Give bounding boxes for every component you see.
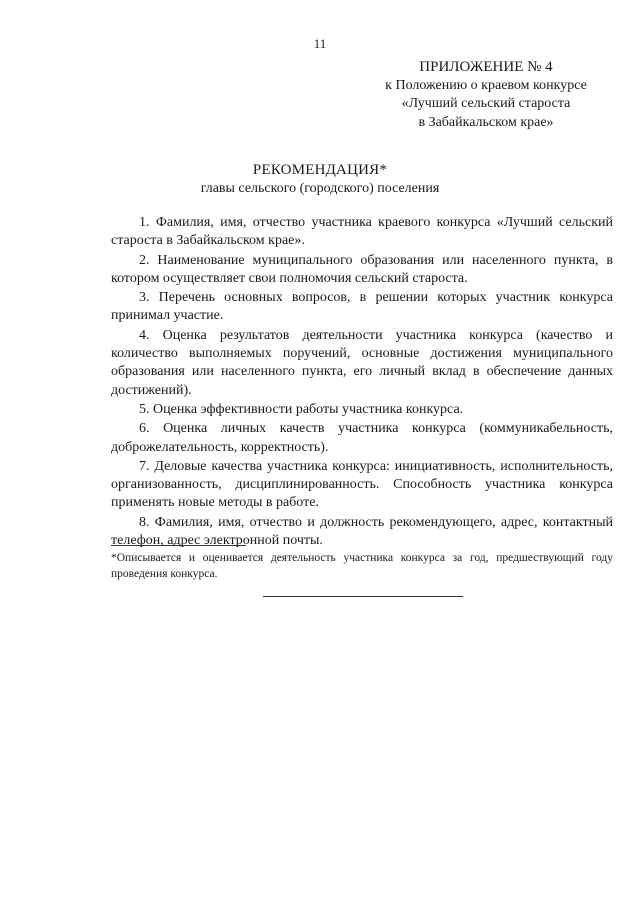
end-divider (263, 596, 463, 597)
appendix-line-3: в Забайкальском крае» (418, 115, 554, 131)
appendix-line-1: к Положению о краевом конкурсе (385, 77, 587, 93)
item-2: 2. Наименование муниципального образования или населенного пункта, в котором осуществляет свои полномочия сельский староста. (111, 252, 613, 286)
item-1: 1. Фамилия, имя, отчество участника краевого конкурса «Лучший сельский староста в Забайкальском крае». (111, 215, 613, 249)
item-5: 5. Оценка эффективности работы участника конкурса. (139, 401, 464, 417)
page-number: 11 (313, 36, 327, 51)
appendix-title: ПРИЛОЖЕНИЕ № 4 (419, 59, 553, 75)
appendix-header (364, 58, 608, 133)
footnote: *Описывается и оценивается деятельность участника конкурса за год, предшествующий году проведения конкурса. (111, 552, 613, 580)
item-8: 8. Фамилия, имя, отчество и должность рекомендующего, адрес, контактный телефон, адрес электронной почты. (111, 514, 613, 549)
document-subtitle: главы сельского (городского) поселения (200, 181, 440, 196)
item-6: 6. Оценка личных качеств участника конкурса (коммуникабельность, доброжелательность, корректность). (111, 421, 613, 455)
item-7: 7. Деловые качества участника конкурса: инициативность, исполнительность, организованность, дисциплинированность. Способность участника конкурса применять новые методы в работе. (111, 458, 613, 511)
item-3: 3. Перечень основных вопросов, в решении которых участник конкурса принимал участие. (111, 290, 613, 324)
footnote-separator (111, 545, 246, 546)
recommendation-items (111, 214, 613, 551)
item-4: 4. Оценка результатов деятельности участника конкурса (качество и количество выполняемых поручений, основные достижения муниципального образования или населенного пункта, его личный вклад в обеспечение данных достижений). (111, 327, 613, 398)
appendix-line-2: «Лучший сельский староста (401, 96, 571, 112)
document-title: РЕКОМЕНДАЦИЯ* (252, 162, 388, 178)
